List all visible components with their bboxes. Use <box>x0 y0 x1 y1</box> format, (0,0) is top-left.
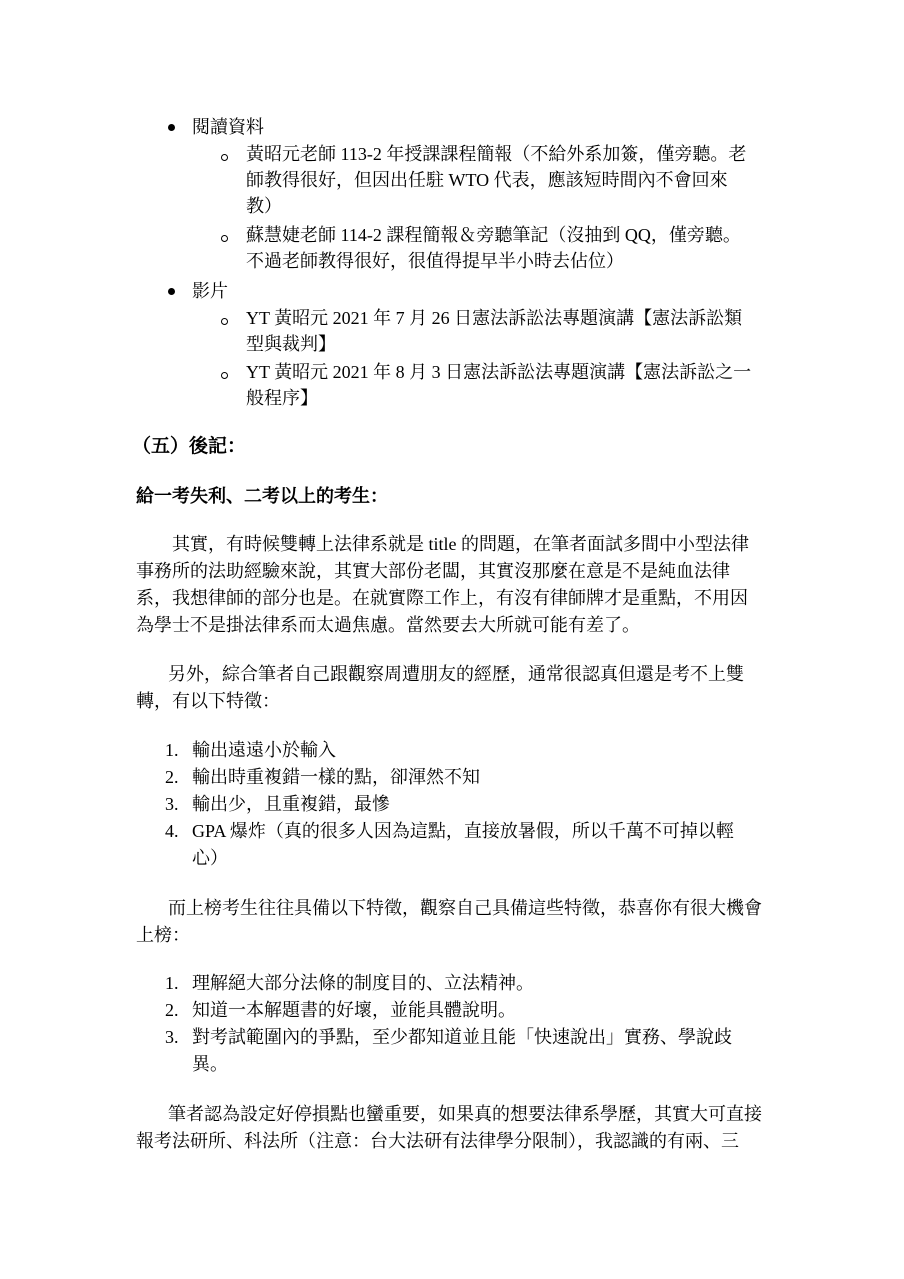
circle-bullet-icon <box>221 154 228 161</box>
list2-item-3-line-2: 異。 <box>192 1054 228 1074</box>
video-item-1-line-1: YT 黃昭元 2021 年 7 月 26 日憲法訴訟法專題演講【憲法訴訟類 <box>246 308 743 328</box>
list-number: 2. <box>165 767 179 787</box>
video-item-2-line-2: 般程序】 <box>246 388 318 408</box>
reading-item-1-line-3: 教） <box>246 196 282 216</box>
list-number: 3. <box>165 794 179 814</box>
list-number: 1. <box>165 973 179 993</box>
video-item-1-line-2: 型與裁判】 <box>246 334 336 354</box>
reading-item-2-line-1: 蘇慧婕老師 114-2 課程簡報＆旁聽筆記（沒抽到 QQ，僅旁聽。 <box>246 225 741 245</box>
circle-bullet-icon <box>221 372 228 379</box>
list2-item-2: 知道一本解題書的好壞，並能具體說明。 <box>192 1000 516 1020</box>
list1-item-1: 輸出遠遠小於輸入 <box>192 740 336 760</box>
sub-heading: 給一考失利、二考以上的考生： <box>136 486 388 506</box>
bullet-icon <box>168 288 175 295</box>
list-number: 1. <box>165 740 179 760</box>
para4-line-2: 報考法研所、科法所（注意：台大法研有法律學分限制），我認識的有兩、三 <box>136 1131 739 1151</box>
list1-item-3: 輸出少，且重複錯，最慘 <box>192 794 390 814</box>
list1-item-2: 輸出時重複錯一樣的點，卻渾然不知 <box>192 767 480 787</box>
para3-line-2: 上榜： <box>136 925 190 945</box>
reading-label: 閱讀資料 <box>192 117 264 137</box>
para3-line-1: 而上榜考生往往具備以下特徵，觀察自己具備這些特徵，恭喜你有很大機會 <box>168 898 762 918</box>
list-number: 2. <box>165 1000 179 1020</box>
reading-item-1-line-2: 師教得很好，但因出任駐 WTO 代表，應該短時間內不會回來 <box>246 170 728 190</box>
list-number: 4. <box>165 821 179 841</box>
circle-bullet-icon <box>221 235 228 242</box>
reading-item-2-line-2: 不過老師教得很好，很值得提早半小時去佔位） <box>246 251 624 271</box>
list1-item-4-line-1: GPA 爆炸（真的很多人因為這點，直接放暑假，所以千萬不可掉以輕 <box>192 821 734 841</box>
list-number: 3. <box>165 1027 179 1047</box>
videos-label: 影片 <box>192 281 228 301</box>
list2-item-1: 理解絕大部分法條的制度目的、立法精神。 <box>192 973 534 993</box>
para4-line-1: 筆者認為設定好停損點也蠻重要，如果真的想要法律系學歷，其實大可直接 <box>168 1104 762 1124</box>
video-item-2-line-1: YT 黃昭元 2021 年 8 月 3 日憲法訴訟法專題演講【憲法訴訟之一 <box>246 362 752 382</box>
para1-line-2: 事務所的法助經驗來說，其實大部份老闆，其實沒那麼在意是不是純血法律 <box>136 561 730 581</box>
para1-line-4: 為學士不是掛法律系而太過焦慮。當然要去大所就可能有差了。 <box>136 615 640 635</box>
para1-line-3: 系，我想律師的部分也是。在就實際工作上，有沒有律師牌才是重點，不用因 <box>136 588 748 608</box>
section-heading: （五）後記： <box>132 436 247 457</box>
reading-item-1-line-1: 黃昭元老師 113-2 年授課課程簡報（不給外系加簽，僅旁聽。老 <box>246 144 747 164</box>
list2-item-3-line-1: 對考試範圍內的爭點，至少都知道並且能「快速說出」實務、學說歧 <box>192 1027 732 1047</box>
bullet-icon <box>168 124 175 131</box>
circle-bullet-icon <box>221 318 228 325</box>
para2-line-2: 轉，有以下特徵： <box>136 691 280 711</box>
list1-item-4-line-2: 心） <box>192 848 228 868</box>
para1-line-1: 其實，有時候雙轉上法律系就是 title 的問題，在筆者面試多間中小型法律 <box>172 534 749 554</box>
para2-line-1: 另外，綜合筆者自己跟觀察周遭朋友的經歷，通常很認真但還是考不上雙 <box>168 664 744 684</box>
